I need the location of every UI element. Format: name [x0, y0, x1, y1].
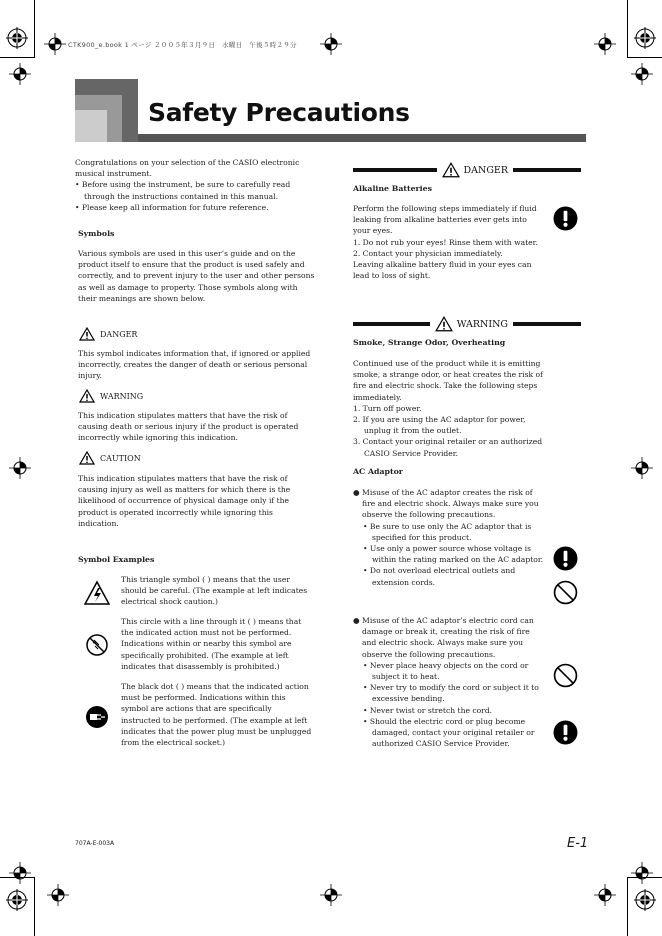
prohibited-icon — [553, 580, 578, 605]
prohibited-icon — [553, 663, 578, 688]
ac-adaptor-section-2: ● Misuse of the AC adaptor’s electric cord can damage or break it, creating the risk of fire and electric shock. Always make sure you observe the following precautions. • Never place heavy objects on the cord or subject it to heat. • Never try to modify the cord or subject it to excessive bending. • Never twist or stretch the cord. • Should the electric cord or plug become damaged, contact your original retailer or authorized CASIO Service Provider. — [353, 616, 539, 749]
crosshair-target — [9, 457, 31, 479]
warning-symbol-label: WARNING — [79, 389, 143, 403]
crosshair-target — [9, 862, 31, 884]
danger-symbol-label: DANGER — [79, 327, 137, 341]
intro-text: Congratulations on your selection of the CASIO electronic musical instrument. — [75, 158, 300, 179]
examples-heading: Symbol Examples — [78, 555, 155, 564]
crosshair-target — [47, 884, 69, 906]
electric-shock-icon — [83, 580, 111, 606]
symbols-text: Various symbols are used in this user’s guide and on the product itself to ensure that the product is used safely and correctly, and to prevent injury to the user and other persons as well as damage to property. Those symbols along with their meanings are shown below. — [78, 249, 315, 303]
registration-mark — [634, 27, 656, 49]
warning-triangle-icon — [79, 389, 95, 403]
crosshair-target — [631, 63, 653, 85]
smoke-section: Continued use of the product while it is emitting smoke, a strange odor, or heat creates the risk of fire and electric shock. Take the following steps immediately. 1. Turn off power. 2. If you are using the AC adaptor for power, unplug it from the outlet. 3. Contact your original retailer or an authorized CASIO Service Provider. — [353, 359, 543, 458]
document-code: 707A-E-003A — [75, 840, 115, 847]
crosshair-target — [320, 33, 342, 55]
warning-triangle-icon — [442, 162, 460, 178]
danger-symbol-text: This symbol indicates information that, if ignored or applied incorrectly, creates the danger of death or serious personal injury. — [78, 349, 311, 381]
crosshair-target — [594, 33, 616, 55]
registration-mark — [634, 889, 656, 911]
warning-band: WARNING — [353, 316, 581, 332]
mandatory-icon — [553, 206, 578, 231]
crosshair-target — [9, 63, 31, 85]
caution-symbol-text: This indication stipulates matters that have the risk of causing injury as well as matters for which there is the likelihood of occurrence of physical damage only if the product is operated incorrectly while ignoring this indication. — [78, 474, 291, 528]
intro-bullet: • Before using the instrument, be sure to carefully read through the instructions contained in this manual. — [75, 180, 291, 201]
mandatory-icon — [553, 720, 578, 745]
page-title: Safety Precautions — [148, 98, 410, 127]
dot-example-text: The black dot ( ) means that the indicated action must be performed. Indications within this symbol are actions that are specifically instructed to be performed. (The example at left indicates that the power plug must be unplugged from the electrical socket.) — [121, 682, 312, 748]
ac-adaptor-heading: AC Adaptor — [353, 467, 403, 476]
print-header: CTK900_e.book 1 ページ ２００５年３月９日 水曜日 午後５時２９分 — [68, 41, 297, 49]
circle-example-text: This circle with a line through it ( ) means that the indicated action must not be performed. Indications within or nearby this symbol are specifically prohibited. (The example at left indicates that disassembly is prohibited.) — [121, 617, 302, 671]
crosshair-target — [631, 862, 653, 884]
crosshair-target — [594, 884, 616, 906]
danger-band: DANGER — [353, 162, 581, 178]
title-rule — [138, 134, 586, 142]
ac-adaptor-section-1: ● Misuse of the AC adaptor creates the risk of fire and electric shock. Always make sure you observe the following precautions. • Be sure to use only the AC adaptor that is specified for this product. • Use only a power source whose voltage is within the rating marked on the AC adaptor. • Do not overload electrical outlets and extension cords. — [353, 488, 544, 587]
crosshair-target — [44, 33, 66, 55]
registration-mark — [6, 27, 28, 49]
page-number: E-1 — [567, 836, 589, 851]
warning-triangle-icon — [79, 327, 95, 341]
title-decoration — [75, 110, 107, 142]
caution-symbol-label: CAUTION — [79, 451, 141, 465]
crosshair-target — [320, 884, 342, 906]
crosshair-target — [631, 457, 653, 479]
warning-triangle-icon — [435, 316, 453, 332]
registration-mark — [6, 889, 28, 911]
mandatory-icon — [553, 546, 578, 571]
warning-symbol-text: This indication stipulates matters that have the risk of causing death or serious injury if the product is operated incorrectly while ignoring this indication. — [78, 411, 299, 443]
intro-section — [75, 157, 315, 213]
intro-bullet: • Please keep all information for future reference. — [75, 202, 269, 212]
alkaline-heading: Alkaline Batteries — [353, 184, 432, 193]
smoke-heading: Smoke, Strange Odor, Overheating — [353, 338, 506, 347]
alkaline-section: Perform the following steps immediately if fluid leaking from alkaline batteries ever gets into your eyes. 1. Do not rub your eyes! Rinse them with water. 2. Contact your physician immediately. Leaving alkaline battery fluid in your eyes can lead to loss of sight. — [353, 204, 538, 281]
triangle-example-text: This triangle symbol ( ) means that the user should be careful. (The example at left indicates electrical shock caution.) — [121, 575, 308, 607]
no-disassembly-icon — [85, 633, 109, 657]
warning-triangle-icon — [79, 451, 95, 465]
symbols-heading: Symbols — [78, 229, 115, 238]
unplug-icon — [85, 705, 109, 729]
